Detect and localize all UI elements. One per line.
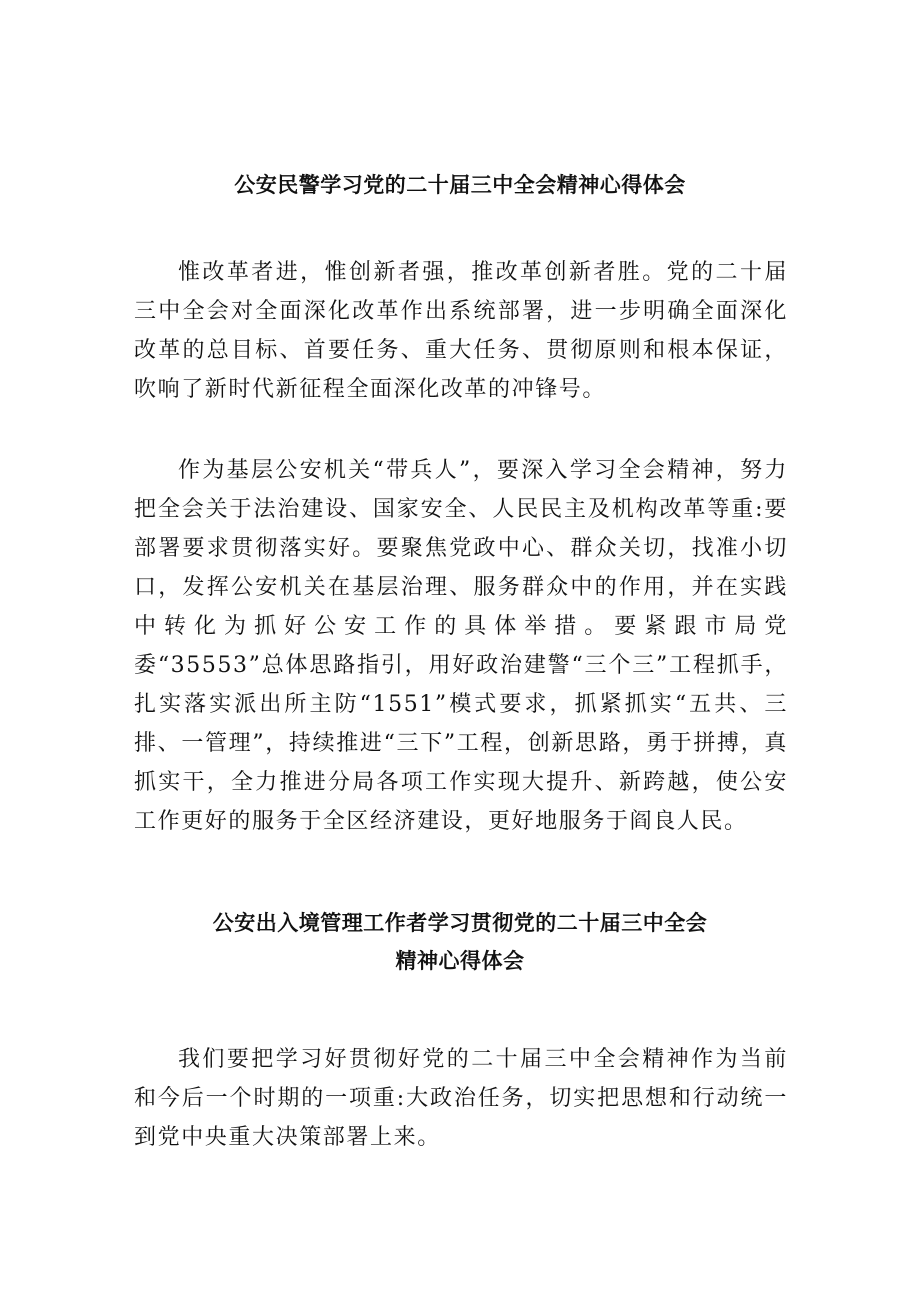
section-1-paragraph-1: 惟改革者进，惟创新者强，推改革创新者胜。党的二十届三中全会对全面深化改革作出系统部署，进一步明确全面深化改革的总目标、首要任务、重大任务、贯彻原则和根本保证，吹响了新时代新征程全面深化改革的冲锋号。 — [134, 260, 788, 402]
section-2-paragraph-1: 我们要把学习好贯彻好党的二十届三中全会精神作为当前和今后一个时期的一项重:大政治任务，切实把思想和行动统一到党中央重大决策部署上来。 — [134, 1047, 788, 1150]
section-2-title-line-2: 精神心得体会 — [395, 949, 525, 973]
section-1-paragraph-2: 作为基层公安机关“带兵人”，要深入学习全会精神，努力把全会关于法治建设、国家安全、人民民主及机构改革等重:要部署要求贯彻落实好。要聚焦党政中心、群众关切，找准小切口，发挥公安机关在基层治理、服务群众中的作用，并在实践中转化为抓好公安工作的具体举措。要紧跟市局党委“35553”总体思路指引，用好政治建警“三个三”工程抓手，扎实落实派出所主防“1551”模式要求，抓紧抓实“五共、三排、一管理”，持续推进“三下”工程，创新思路，勇于拼搏，真抓实干，全力推进分局各项工作实现大提升、新跨越，使公安工作更好的服务于全区经济建设，更好地服务于阎良人民。 — [134, 458, 788, 834]
section-1-title: 公安民警学习党的二十届三中全会精神心得体会 — [234, 173, 686, 197]
section-2-title — [120, 904, 800, 980]
section-2-title-line-1: 公安出入境管理工作者学习贯彻党的二十届三中全会 — [212, 911, 708, 935]
